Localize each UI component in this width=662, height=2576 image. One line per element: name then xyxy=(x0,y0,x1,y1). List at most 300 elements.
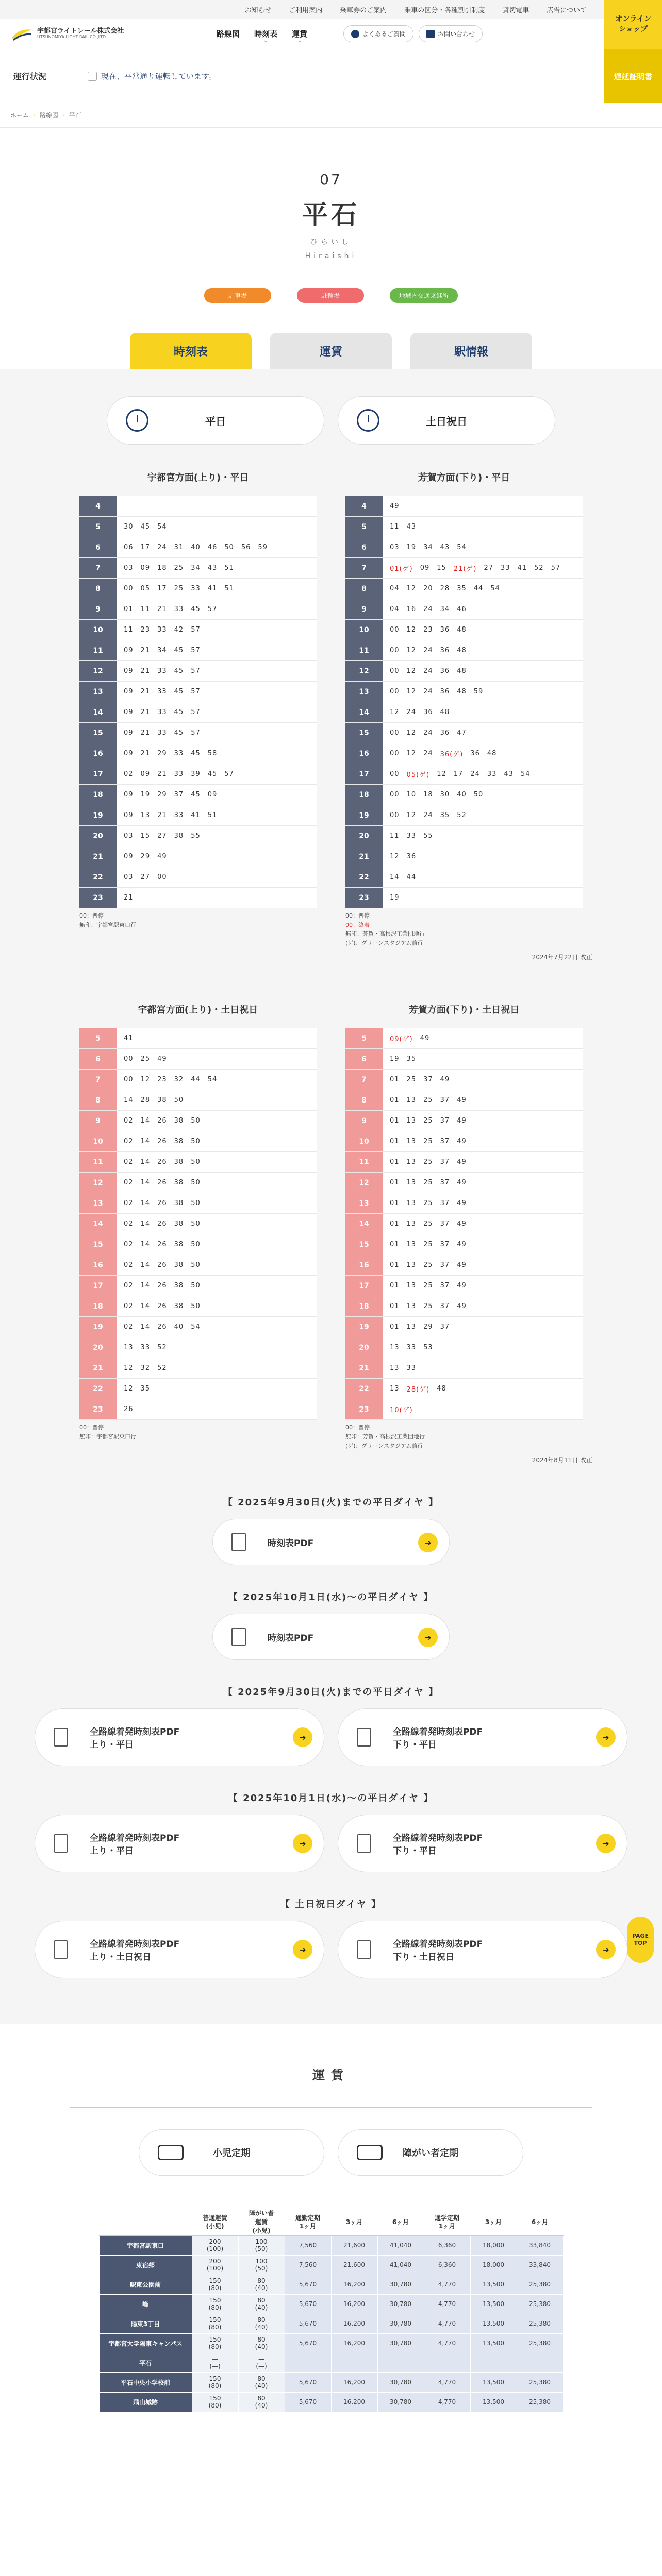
fare-cell: 200 (100) xyxy=(192,2235,238,2255)
departure-minute: 25 xyxy=(174,564,184,572)
fare-cell: 6,360 xyxy=(424,2235,470,2255)
timetable-row xyxy=(345,1337,583,1358)
departure-minute: 21 xyxy=(140,647,151,654)
departure-minute: 36 xyxy=(406,853,417,860)
departure-minute: 29 xyxy=(140,853,151,860)
timetable-hour: 21 xyxy=(79,1358,117,1378)
timetable-minutes xyxy=(117,1070,317,1090)
departure-minute: 26 xyxy=(157,1220,167,1228)
departure-minute: 49 xyxy=(457,1138,467,1146)
departure-minute: 09 xyxy=(420,564,430,572)
fare-row xyxy=(99,2392,563,2412)
timetable-row xyxy=(345,785,583,805)
departure-minute: 29 xyxy=(423,1323,433,1331)
faq-button[interactable] xyxy=(343,25,413,42)
departure-minute: 21 xyxy=(157,811,167,819)
utility-link[interactable]: ご利用案内 xyxy=(289,6,323,14)
timetable-hour: 7 xyxy=(345,1070,383,1090)
fare-cell: 5,670 xyxy=(285,2392,331,2412)
document-icon xyxy=(357,1728,371,1747)
departure-minute: 09 xyxy=(140,564,151,572)
timetable-minutes xyxy=(117,682,317,702)
timetable-hour: 10 xyxy=(79,1131,117,1151)
departure-minute: 37 xyxy=(440,1138,450,1146)
info-icon xyxy=(88,72,97,81)
utility-link[interactable]: 広告について xyxy=(547,6,587,14)
departure-minute: 36 xyxy=(440,688,450,696)
departure-minute: 48 xyxy=(440,708,450,716)
timetable-row xyxy=(345,537,583,558)
departure-minute: 01 xyxy=(390,1179,400,1187)
timetable-hour: 10 xyxy=(345,620,383,640)
departure-minute: 14 xyxy=(390,873,400,881)
fare-cell: 25,380 xyxy=(517,2275,563,2294)
departure-minute: 14 xyxy=(140,1261,151,1269)
departure-minute: 14 xyxy=(140,1302,151,1311)
departure-minute: 09 xyxy=(124,811,134,819)
departure-minute: 09 xyxy=(207,791,218,799)
timetable-hour: 19 xyxy=(79,805,117,825)
timetable-minutes xyxy=(117,1090,317,1110)
weekday-button[interactable] xyxy=(107,396,324,445)
timetable-pdf-button[interactable] xyxy=(212,1519,450,1565)
timetable-hour: 19 xyxy=(345,1317,383,1337)
timetable-row xyxy=(345,1173,583,1193)
timetable-row xyxy=(345,1090,583,1111)
stop-hero xyxy=(0,128,662,303)
departure-minute: 26 xyxy=(157,1323,167,1331)
departure-minute: 42 xyxy=(174,626,184,634)
departure-minute: 02 xyxy=(124,770,134,778)
departure-minute: 03 xyxy=(124,832,134,840)
timetable-minutes xyxy=(383,1234,583,1255)
departure-minute: 01 xyxy=(390,1302,400,1311)
timetable-minutes xyxy=(383,1337,583,1358)
fare-cell: 30,780 xyxy=(377,2314,424,2333)
departure-minute: 26 xyxy=(157,1282,167,1290)
departure-minute: 01 xyxy=(390,1199,400,1208)
fare-cell: — xyxy=(517,2353,563,2372)
departure-minute: 57 xyxy=(224,770,234,778)
fare-cell: 7,560 xyxy=(285,2255,331,2275)
departure-minute: 49 xyxy=(157,1055,167,1063)
departure-minute: 01 xyxy=(390,1241,400,1249)
disability-pass-button[interactable] xyxy=(338,2129,523,2176)
timetable-notes xyxy=(79,1423,317,1441)
timetable-row xyxy=(345,1276,583,1296)
departure-minute: 43 xyxy=(406,523,417,531)
tab-timetable[interactable]: 時刻表 xyxy=(130,333,252,369)
departure-minute: 54 xyxy=(191,1323,201,1331)
status-message[interactable] xyxy=(88,71,217,81)
timetable-row xyxy=(79,1337,317,1358)
fare-header-stop xyxy=(99,2209,192,2235)
fare-cell: 30,780 xyxy=(377,2275,424,2294)
departure-minute: 09 xyxy=(124,750,134,757)
departure-minute: 49 xyxy=(457,1158,467,1166)
contact-button[interactable] xyxy=(419,25,483,42)
timetable-row xyxy=(79,1049,317,1070)
departure-minute: 17 xyxy=(140,544,151,551)
fare-cell: 13,500 xyxy=(470,2314,517,2333)
fare-row xyxy=(99,2255,563,2275)
departure-minute: 00 xyxy=(390,791,400,799)
departure-minute: 40 xyxy=(457,791,467,799)
timetable-minutes xyxy=(383,805,583,825)
fare-cell: 41,040 xyxy=(377,2255,424,2275)
all-route-pdf-down-button[interactable] xyxy=(338,1815,627,1872)
arrow-right-icon: ➔ xyxy=(596,1940,616,1959)
departure-minute: 29 xyxy=(157,791,167,799)
departure-minute: 12 xyxy=(406,667,417,675)
departure-minute: 00 xyxy=(390,626,400,634)
pdf-label: 時刻表PDF xyxy=(268,1633,314,1643)
child-pass-button[interactable] xyxy=(139,2129,324,2176)
timetable-hour: 9 xyxy=(345,1111,383,1131)
departure-minute: 11 xyxy=(140,605,151,613)
departure-minute: 09 xyxy=(124,791,134,799)
departure-minute: 48 xyxy=(437,1385,446,1393)
departure-minute: 00 xyxy=(124,585,134,592)
departure-minute: 45 xyxy=(174,647,184,654)
timetable-minutes xyxy=(117,1399,317,1419)
departure-minute: 27 xyxy=(157,832,167,840)
timetable-hour: 17 xyxy=(345,1276,383,1296)
utility-link[interactable]: お知らせ xyxy=(244,6,272,14)
fare-section xyxy=(0,2024,662,2412)
fare-cell: 30,780 xyxy=(377,2294,424,2314)
departure-minute: 33 xyxy=(487,770,497,778)
timetable-holiday-down xyxy=(345,1003,583,1450)
timetable-row xyxy=(79,1131,317,1152)
fare-cell: 25,380 xyxy=(517,2333,563,2353)
timetable-row xyxy=(79,1090,317,1111)
tab-station-info[interactable]: 駅情報 xyxy=(410,333,532,369)
timetable-hour: 8 xyxy=(345,579,383,599)
departure-minute: 24 xyxy=(423,667,433,675)
fare-stop-name: 峰 xyxy=(99,2294,192,2314)
departure-minute: 50 xyxy=(191,1199,201,1208)
departure-minute: 57 xyxy=(191,626,201,634)
departure-minute: 14 xyxy=(140,1138,151,1146)
timetable-minutes xyxy=(383,743,583,764)
fare-cell: 4,770 xyxy=(424,2333,470,2353)
timetable-note: 無印：宇都宮駅東口行 xyxy=(79,1433,136,1440)
timetable-row xyxy=(345,1234,583,1255)
departure-minute: 01 xyxy=(390,1076,400,1084)
departure-minute: 20 xyxy=(423,585,433,592)
timetable-hour: 10 xyxy=(345,1131,383,1151)
fare-header: 通勤定期 1ヶ月 xyxy=(285,2209,331,2235)
pdf-group-heading: 【 2025年9月30日(火)までの平日ダイヤ 】 xyxy=(223,1497,439,1509)
departure-minute: 21 xyxy=(124,894,134,902)
departure-minute: 21 xyxy=(140,729,151,737)
timetable-row xyxy=(79,1358,317,1379)
fare-cell: 80 (40) xyxy=(238,2275,285,2294)
departure-minute: 14 xyxy=(140,1179,151,1187)
all-route-pdf-up-button[interactable] xyxy=(35,1815,324,1872)
breadcrumb-home[interactable]: ホーム xyxy=(10,112,29,119)
departure-minute: 25 xyxy=(423,1096,433,1105)
departure-minute: 57 xyxy=(191,647,201,654)
timetable-row xyxy=(79,517,317,537)
all-route-pdf-down-button[interactable] xyxy=(338,1708,627,1766)
departure-minute: 45 xyxy=(191,791,201,799)
all-route-pdf-up-button[interactable] xyxy=(35,1708,324,1766)
departure-minute: 09 xyxy=(140,770,151,778)
timetable-hour: 16 xyxy=(79,1255,117,1275)
pdf-label: 全路線着発時刻表PDF xyxy=(90,1727,180,1738)
arrow-right-icon: ➔ xyxy=(293,1940,312,1959)
timetable-hour: 21 xyxy=(345,846,383,867)
departure-minute: 17 xyxy=(453,770,464,778)
fare-cell: 13,500 xyxy=(470,2333,517,2353)
departure-minute: 09 xyxy=(124,853,134,860)
departure-minute: 38 xyxy=(174,1261,184,1269)
page-top-button[interactable]: PAGE TOP xyxy=(627,1917,654,1963)
timetable-note: (ゲ)：グリーンスタジアム前行 xyxy=(345,1442,423,1449)
departure-minute: 13 xyxy=(140,811,151,819)
tab-fare[interactable]: 運賃 xyxy=(270,333,392,369)
departure-minute: 55 xyxy=(423,832,433,840)
departure-minute: 33 xyxy=(406,1364,417,1372)
timetable-hour: 5 xyxy=(79,1028,117,1048)
timetable-hour: 8 xyxy=(345,1090,383,1110)
child-pass-label: 小児定期 xyxy=(213,2148,250,2159)
timetable-hour: 20 xyxy=(345,826,383,846)
all-route-pdf-down-button[interactable] xyxy=(338,1921,627,1978)
arrow-right-icon: ➔ xyxy=(596,1727,616,1747)
departure-minute: 59 xyxy=(473,688,484,696)
departure-minute: 37 xyxy=(440,1117,450,1125)
timetable-row xyxy=(345,682,583,702)
departure-minute: 01 xyxy=(390,1282,400,1290)
departure-minute: 37 xyxy=(440,1261,450,1269)
timetable-note: 無印：芳賀・高根沢工業団地行 xyxy=(345,1433,425,1440)
utility-link[interactable]: 貸切電車 xyxy=(502,6,529,14)
departure-minute: 33 xyxy=(174,811,184,819)
timetable-row xyxy=(345,1028,583,1049)
timetable-row xyxy=(345,723,583,743)
timetable-row xyxy=(79,723,317,743)
timetable-row xyxy=(345,599,583,620)
departure-minute: 34 xyxy=(423,544,433,551)
breadcrumb-route-map[interactable]: 路線図 xyxy=(39,112,58,119)
departure-minute: 18 xyxy=(423,791,433,799)
departure-minute: 57 xyxy=(191,688,201,696)
departure-minute: 02 xyxy=(124,1282,134,1290)
timetable-hour: 23 xyxy=(345,1399,383,1419)
timetable-minutes xyxy=(117,888,317,908)
departure-minute: 38 xyxy=(174,1302,184,1311)
timetable-note: 00：終着 xyxy=(345,921,370,928)
fare-cell: 13,500 xyxy=(470,2294,517,2314)
departure-minute: 24 xyxy=(406,708,417,716)
timetable-minutes xyxy=(117,599,317,619)
departure-minute: 54 xyxy=(207,1076,218,1084)
pdf-label: 全路線着発時刻表PDF xyxy=(90,1939,180,1950)
timetable-hour: 22 xyxy=(345,867,383,887)
fare-cell: — xyxy=(285,2353,331,2372)
departure-minute: 37 xyxy=(440,1323,450,1331)
departure-minute: 09 xyxy=(124,729,134,737)
timetable-minutes xyxy=(383,764,583,784)
departure-minute: 21(ゲ) xyxy=(453,565,477,573)
departure-minute: 37 xyxy=(440,1241,450,1249)
fare-cell: 16,200 xyxy=(331,2392,377,2412)
departure-minute: 41 xyxy=(517,564,527,572)
departure-minute: 50 xyxy=(191,1282,201,1290)
timetable-minutes xyxy=(383,785,583,805)
departure-minute: 47 xyxy=(457,729,467,737)
timetable-hour: 13 xyxy=(79,1193,117,1213)
holiday-label: 土日祝日 xyxy=(426,415,467,428)
timetable-hour: 23 xyxy=(345,888,383,908)
departure-minute: 04 xyxy=(390,605,400,613)
departure-minute: 26 xyxy=(157,1261,167,1269)
timetable-note: 00：普停 xyxy=(79,1424,104,1431)
fare-cell: 18,000 xyxy=(470,2255,517,2275)
fare-cell: 5,670 xyxy=(285,2372,331,2392)
fare-stop-name: 宇都宮駅東口 xyxy=(99,2235,192,2255)
pdf-label: 全路線着発時刻表PDF xyxy=(393,1939,483,1950)
timetable-minutes xyxy=(383,682,583,702)
departure-minute: 55 xyxy=(191,832,201,840)
fare-cell: 150 (80) xyxy=(192,2275,238,2294)
departure-minute: 37 xyxy=(440,1199,450,1208)
departure-minute: 33 xyxy=(157,626,167,634)
timetable-row xyxy=(345,1255,583,1276)
departure-minute: 48 xyxy=(457,647,467,654)
departure-minute: 19 xyxy=(390,894,400,902)
fare-cell: 25,380 xyxy=(517,2372,563,2392)
departure-minute: 23 xyxy=(140,626,151,634)
timetable-row xyxy=(79,826,317,846)
fare-stop-name: 平石中央小学校前 xyxy=(99,2372,192,2392)
fare-cell: 5,670 xyxy=(285,2294,331,2314)
nav-route-map[interactable]: 路線図 xyxy=(217,29,240,39)
departure-minute: 23 xyxy=(423,626,433,634)
timetable-row xyxy=(79,1152,317,1173)
timetable-notes xyxy=(79,911,317,929)
revision-date: 2024年7月22日 改正 xyxy=(532,954,592,961)
timetable-minutes xyxy=(117,867,317,887)
timetable-hour: 4 xyxy=(345,496,383,516)
departure-minute: 24 xyxy=(423,750,433,757)
departure-minute: 52 xyxy=(157,1364,167,1372)
nav-timetable[interactable]: 時刻表 ⌄ xyxy=(254,28,277,39)
timetable-row xyxy=(345,846,583,867)
timetable-row xyxy=(79,1296,317,1317)
timetable-minutes xyxy=(117,1337,317,1358)
timetable-title: 宇都宮方面(上り)・土日祝日 xyxy=(138,1005,258,1016)
departure-minute: 21 xyxy=(157,770,167,778)
company-logo[interactable] xyxy=(0,27,186,41)
company-name-en: UTSUNOMIYA LIGHT RAIL CO.,LTD. xyxy=(37,35,107,40)
utility-link[interactable]: 乗車券のご案内 xyxy=(340,6,387,14)
timetable-hour: 13 xyxy=(345,682,383,702)
timetable-pdf-button[interactable] xyxy=(212,1614,450,1660)
departure-minute: 45 xyxy=(174,667,184,675)
departure-minute: 01 xyxy=(390,1138,400,1146)
departure-minute: 37 xyxy=(174,791,184,799)
departure-minute: 36(ゲ) xyxy=(440,751,464,758)
timetable-row xyxy=(345,1049,583,1070)
departure-minute: 36 xyxy=(440,729,450,737)
online-shop-button[interactable] xyxy=(604,0,662,49)
departure-minute: 14 xyxy=(140,1220,151,1228)
departure-minute: 38 xyxy=(174,1179,184,1187)
departure-minute: 33 xyxy=(174,750,184,757)
timetable-hour: 12 xyxy=(345,1173,383,1193)
arrow-right-icon: ➔ xyxy=(293,1834,312,1853)
timetable-hour: 6 xyxy=(345,537,383,557)
departure-minute: 45 xyxy=(174,688,184,696)
departure-minute: 48 xyxy=(457,688,467,696)
utility-link[interactable]: 乗車の区分・各種割引制度 xyxy=(404,6,485,14)
departure-minute: 13 xyxy=(124,1344,134,1352)
departure-minute: 54 xyxy=(157,523,167,531)
departure-minute: 25 xyxy=(423,1138,433,1146)
section-divider xyxy=(70,2107,592,2108)
timetable-hour: 12 xyxy=(79,661,117,681)
timetable-notes xyxy=(345,1423,583,1450)
timetable-hour: 18 xyxy=(79,1296,117,1316)
departure-minute: 52 xyxy=(534,564,544,572)
timetable-minutes xyxy=(117,1317,317,1337)
timetable-minutes xyxy=(383,640,583,660)
fare-cell: 4,770 xyxy=(424,2392,470,2412)
departure-minute: 37 xyxy=(440,1302,450,1311)
timetable-minutes xyxy=(117,702,317,722)
departure-minute: 12 xyxy=(406,750,417,757)
delay-certificate-button[interactable]: 遅延証明書 xyxy=(604,49,662,103)
fare-cell: 150 (80) xyxy=(192,2372,238,2392)
timetable-minutes xyxy=(383,1131,583,1151)
timetable-row xyxy=(79,1399,317,1420)
timetable-hour: 18 xyxy=(345,785,383,805)
timetable-row xyxy=(79,558,317,579)
departure-minute: 25 xyxy=(423,1117,433,1125)
departure-minute: 00 xyxy=(390,811,400,819)
departure-minute: 02 xyxy=(124,1261,134,1269)
fare-cell: 13,500 xyxy=(470,2372,517,2392)
departure-minute: 13 xyxy=(406,1158,417,1166)
departure-minute: 39 xyxy=(191,770,201,778)
pdf-sublabel: 下り・平日 xyxy=(393,1740,437,1751)
timetable-row xyxy=(79,1028,317,1049)
departure-minute: 37 xyxy=(423,1076,433,1084)
departure-minute: 03 xyxy=(124,873,134,881)
departure-minute: 33 xyxy=(174,770,184,778)
pdf-group-heading: 【 2025年10月1日(水)〜の平日ダイヤ 】 xyxy=(228,1793,434,1804)
departure-minute: 12 xyxy=(390,853,400,860)
departure-minute: 05 xyxy=(140,585,151,592)
all-route-pdf-up-button[interactable] xyxy=(35,1921,324,1978)
timetable-row xyxy=(79,1234,317,1255)
nav-fare[interactable]: 運賃 ⌄ xyxy=(292,28,307,39)
fare-header: 6ヶ月 xyxy=(377,2209,424,2235)
timetable-minutes xyxy=(383,723,583,743)
breadcrumb-separator: › xyxy=(62,111,65,119)
holiday-button[interactable] xyxy=(338,396,555,445)
departure-minute: 45 xyxy=(191,750,201,757)
timetable-row xyxy=(345,1296,583,1317)
timetable-row xyxy=(345,702,583,723)
timetable-row xyxy=(345,620,583,640)
timetable-minutes xyxy=(383,1111,583,1131)
departure-minute: 25 xyxy=(423,1158,433,1166)
